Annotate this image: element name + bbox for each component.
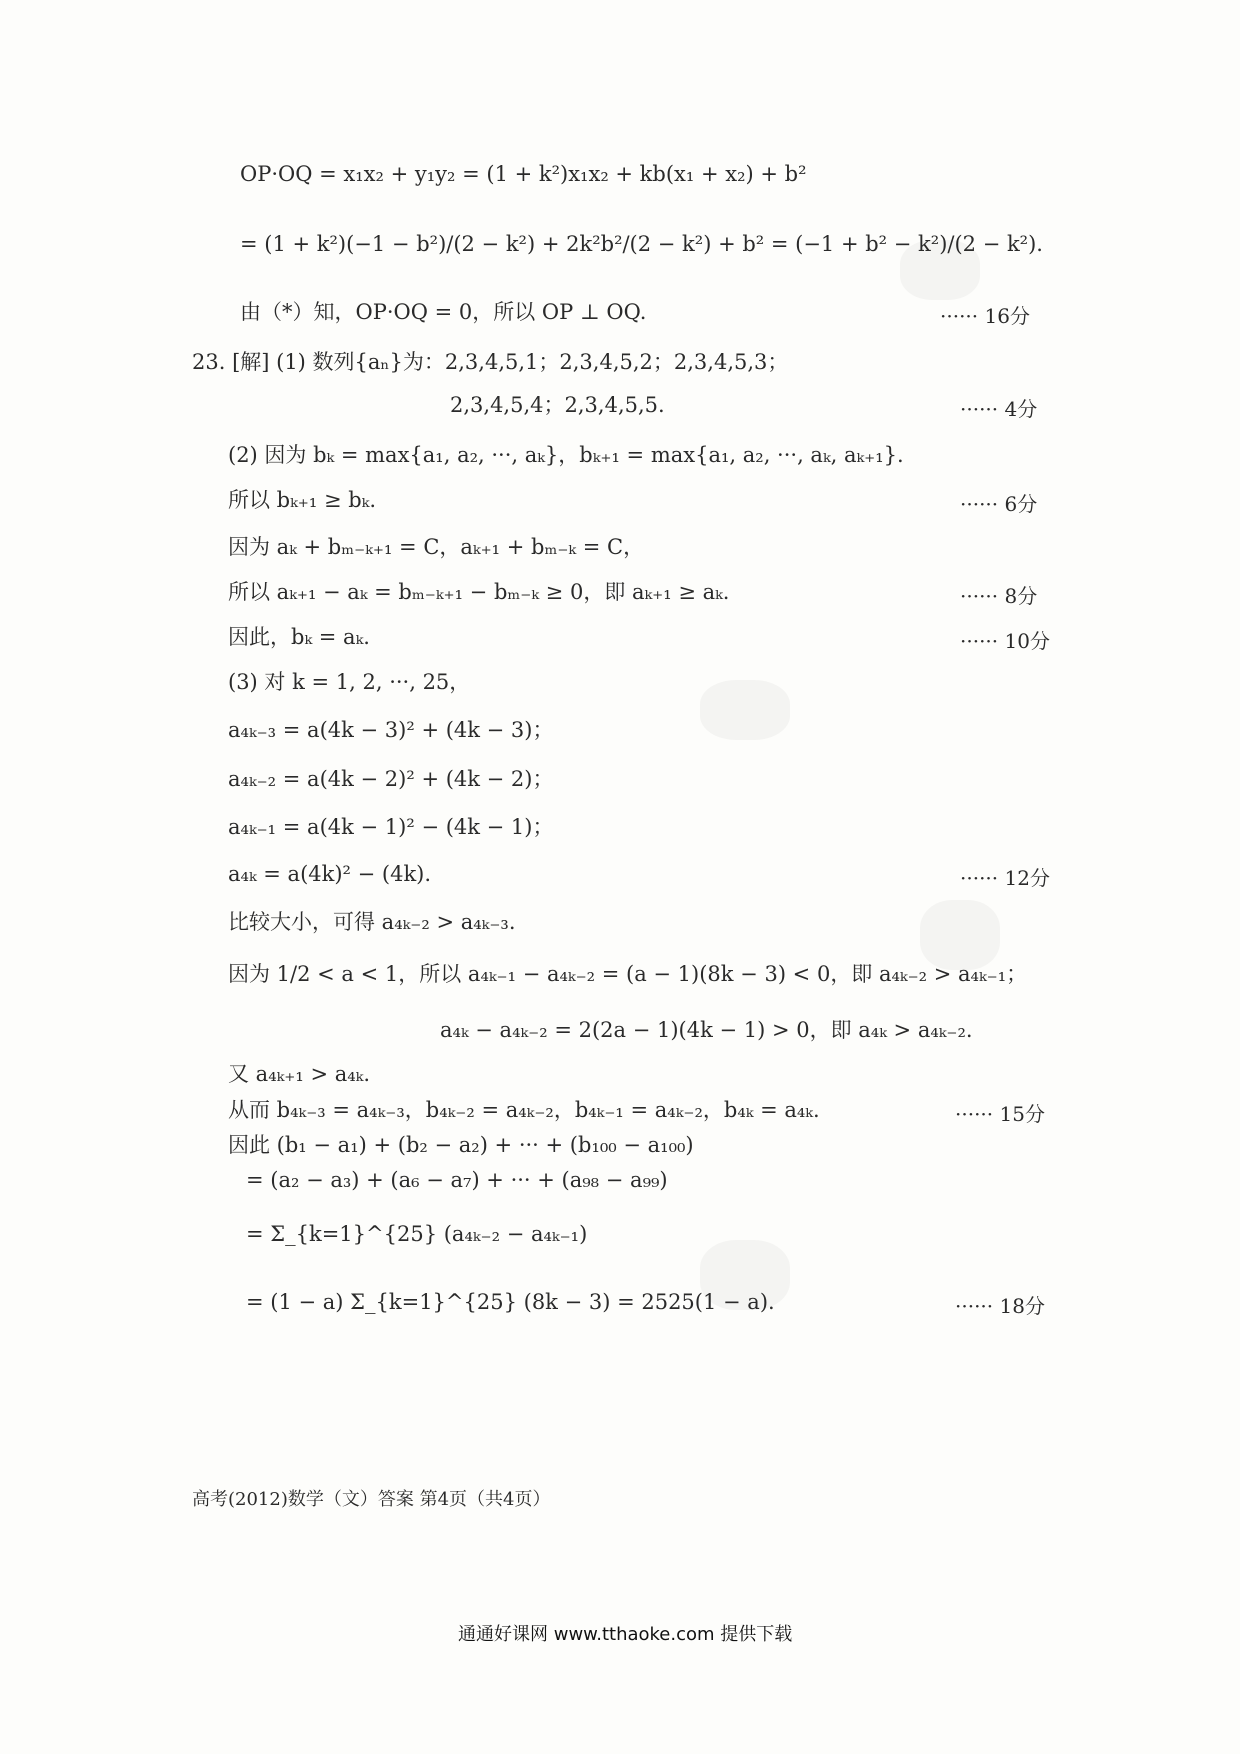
problem-23-part1: 23. [解] (1) 数列{aₙ}为：2,3,4,5,1；2,3,4,5,2；2,3,4,5,3； <box>192 350 789 374</box>
score-16: ······ 16分 <box>940 304 1030 328</box>
part3-sum-step1: = (a₂ − a₃) + (a₆ − a₇) + ··· + (a₉₈ − a₉₉) <box>246 1168 668 1192</box>
part3-a-range: 因为 1/2 < a < 1，所以 a₄ₖ₋₁ − a₄ₖ₋₂ = (a − 1)(8k − 3) < 0，即 a₄ₖ₋₂ > a₄ₖ₋₁； <box>228 962 1028 986</box>
score-15: ······ 15分 <box>955 1102 1045 1126</box>
part2-sum-condition: 因为 aₖ + bₘ₋ₖ₊₁ = C，aₖ₊₁ + bₘ₋ₖ = C， <box>228 535 645 559</box>
part3-a4k-3: a₄ₖ₋₃ = a(4k − 3)² + (4k − 3)； <box>228 718 554 742</box>
part3-a4k-2: a₄ₖ₋₂ = a(4k − 2)² + (4k − 2)； <box>228 767 554 791</box>
page-footer: 高考(2012)数学（文）答案 第4页（共4页） <box>192 1489 551 1510</box>
dot-product-simplified: = (1 + k²)(−1 − b²)/(2 − k²) + 2k²b²/(2 − k²) + b² = (−1 + b² − k²)/(2 − k²). <box>240 232 1043 256</box>
part3-a4k: a₄ₖ = a(4k)² − (4k). <box>228 862 432 886</box>
scan-smudge <box>700 680 790 740</box>
dot-product-line: OP·OQ = x₁x₂ + y₁y₂ = (1 + k²)x₁x₂ + kb(x₁ + x₂) + b² <box>240 162 807 186</box>
score-4: ······ 4分 <box>960 397 1038 421</box>
score-12: ······ 12分 <box>960 866 1050 890</box>
part3-a4k1: 又 a₄ₖ₊₁ > a₄ₖ. <box>228 1062 370 1086</box>
part3-intro: (3) 对 k = 1, 2, ···, 25， <box>228 670 471 694</box>
problem-23-part1-cont: 2,3,4,5,4；2,3,4,5,5. <box>450 393 665 417</box>
score-10: ······ 10分 <box>960 629 1050 653</box>
part2-definition: (2) 因为 bₖ = max{a₁, a₂, ···, aₖ}，bₖ₊₁ = max{a₁, a₂, ···, aₖ, aₖ₊₁}. <box>228 443 904 467</box>
part3-a4k-1: a₄ₖ₋₁ = a(4k − 1)² − (4k − 1)； <box>228 815 554 839</box>
part3-sum-step2: = Σ_{k=1}^{25} (a₄ₖ₋₂ − a₄ₖ₋₁) <box>246 1222 588 1246</box>
score-18: ······ 18分 <box>955 1294 1045 1318</box>
perpendicular-conclusion: 由（*）知，OP·OQ = 0，所以 OP ⊥ OQ. <box>240 300 647 324</box>
part3-sum-result: = (1 − a) Σ_{k=1}^{25} (8k − 3) = 2525(1 − a). <box>246 1290 775 1314</box>
score-8: ······ 8分 <box>960 584 1038 608</box>
part2-monotone-a: 所以 aₖ₊₁ − aₖ = bₘ₋ₖ₊₁ − bₘ₋ₖ ≥ 0，即 aₖ₊₁ ≥ aₖ. <box>228 580 730 604</box>
part3-a4k-compare: a₄ₖ − a₄ₖ₋₂ = 2(2a − 1)(4k − 1) > 0，即 a₄ₖ > a₄ₖ₋₂. <box>440 1018 973 1042</box>
part3-b-values: 从而 b₄ₖ₋₃ = a₄ₖ₋₃，b₄ₖ₋₂ = a₄ₖ₋₂，b₄ₖ₋₁ = a₄ₖ₋₂，b₄ₖ = a₄ₖ. <box>228 1098 820 1122</box>
part2-monotone-b: 所以 bₖ₊₁ ≥ bₖ. <box>228 488 377 512</box>
download-credit: 通通好课网 www.tthaoke.com 提供下载 <box>458 1624 793 1645</box>
score-6: ······ 6分 <box>960 492 1038 516</box>
part3-sum-start: 因此 (b₁ − a₁) + (b₂ − a₂) + ··· + (b₁₀₀ − a₁₀₀) <box>228 1133 694 1157</box>
scan-smudge <box>920 900 1000 970</box>
part3-compare: 比较大小，可得 a₄ₖ₋₂ > a₄ₖ₋₃. <box>228 910 516 934</box>
part2-conclusion: 因此，bₖ = aₖ. <box>228 625 370 649</box>
